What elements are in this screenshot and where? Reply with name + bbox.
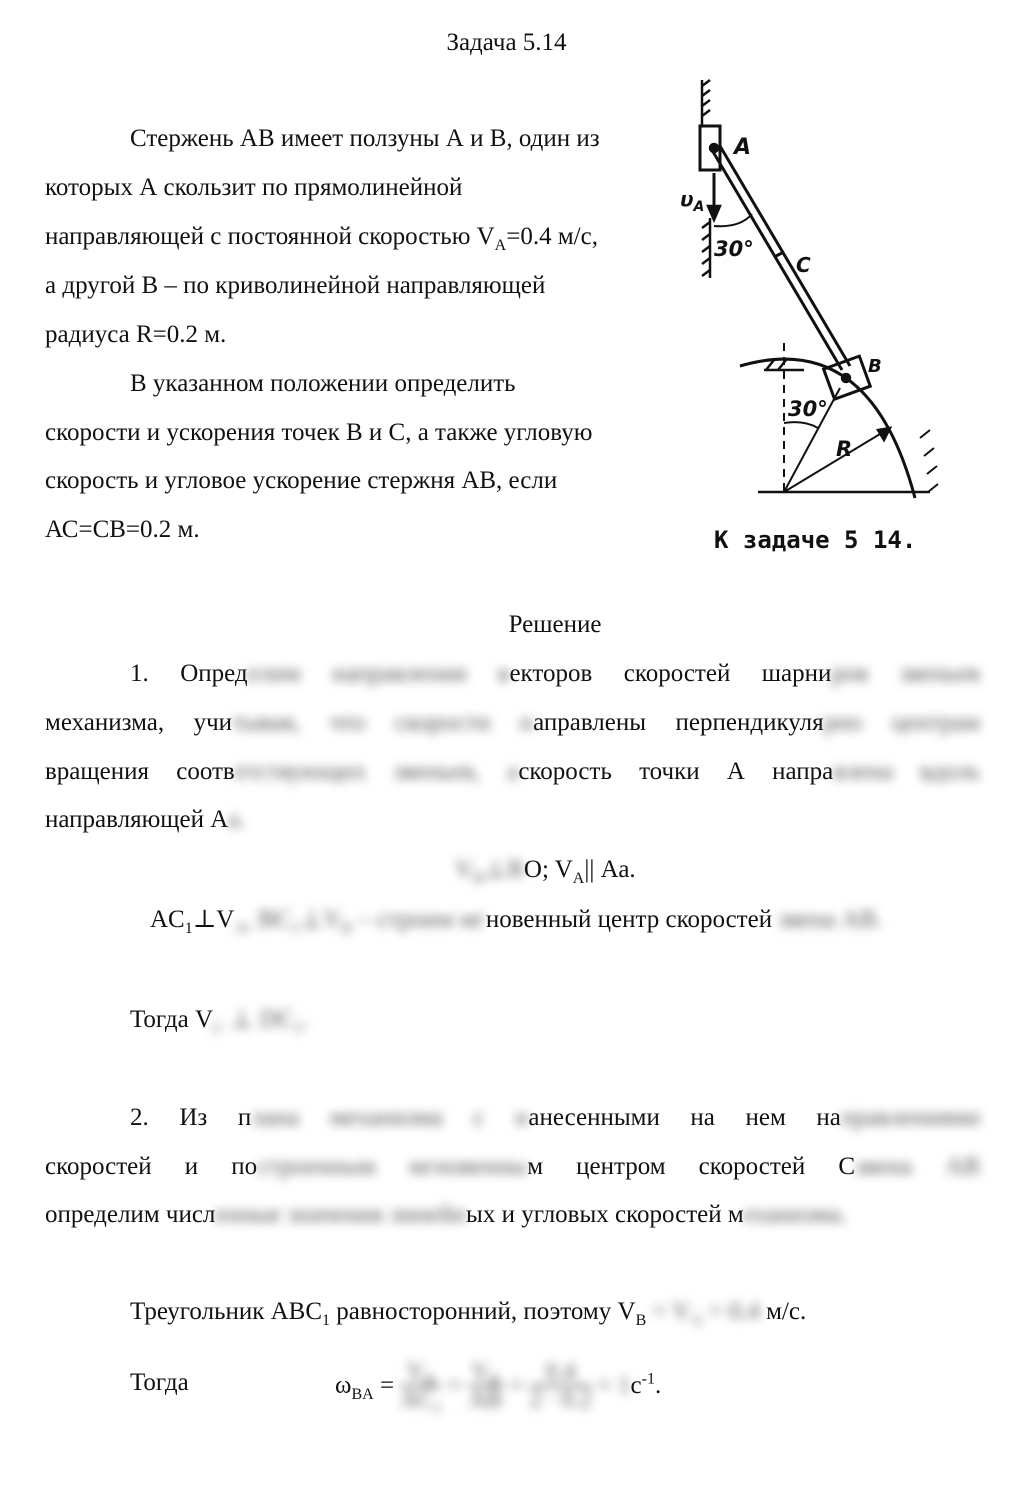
solution-p1-line-3: вращения соответствующих звеньев, аскорость точки А направлена вдоль [45, 758, 980, 785]
label-va: $\upsilon_A$ [680, 187, 705, 215]
problem-line-1: Стержень АВ имеет ползуны А и В, один из [130, 125, 600, 152]
problem-line-9: АС=СВ=0.2 м. [45, 516, 200, 543]
omega-unit: $с^{-1}$. [630, 1370, 662, 1399]
problem-line-3: направляющей с постоянной скоростью $V_A=0.4$ м/с, [45, 223, 598, 254]
label-angle-bottom: 30° [788, 397, 828, 421]
figure-caption: К задаче 5 14. [714, 526, 917, 554]
label-radius: R [836, 437, 853, 461]
problem-line-6: В указанном положении определить [130, 370, 516, 397]
solution-p2-line-1: 2. Из плана механизма с нанесенными на нем направлениями [130, 1104, 980, 1131]
solution-p1-line-1: 1. Определим направления векторов скоростей шарниров звеньев [130, 660, 980, 687]
label-angle-top: 30° [714, 237, 754, 261]
equation-instant-center: $AC_1\perp V_A$, $BC_1\perp V_B$ – строим мгновенный центр скоростей звена АВ. [150, 906, 883, 937]
solution-p2-line-3: определим численные значения линейных и угловых скоростей механизма. [45, 1201, 848, 1228]
label-b: B [868, 356, 882, 377]
problem-line-7: скорости и ускорения точек В и С, а также угловую [45, 419, 593, 446]
solution-heading: Решение [508, 611, 602, 638]
equation-angular-velocity: $\omega_{BA}$ = $\frac{V_B}{AC_1}$ = $\frac{V_B}{AB}$ = $\frac{0.4}{2 \cdot 0.2}$ = 1 $с^{-1}$. [335, 1359, 662, 1417]
solution-p1-line-2: механизма, учитывая, что скорости направлены перпендикулярно центрам [45, 709, 980, 736]
label-c: C [796, 253, 811, 277]
problem-line-5: радиуса R=0.2 м. [45, 321, 227, 348]
problem-line-2: которых А скользит по прямолинейной [45, 174, 463, 201]
mechanism-diagram [680, 78, 950, 568]
then-velocity-c: Тогда $V_C$ ⊥ $DC_1$. [130, 1006, 309, 1037]
equation-velocity-directions: $V_B\perp BO$; $V_A||$ Аа. [455, 856, 636, 887]
page-title: Задача 5.14 [446, 29, 567, 56]
solution-p1-line-4: направляющей Аа. [45, 806, 246, 833]
triangle-statement: Треугольник $АВС_1$ равносторонний, поэтому $V_B = V_A = 0.4$ м/с. [130, 1298, 807, 1329]
omega-symbol: $\omega_{BA}$ = [335, 1372, 395, 1403]
problem-line-4: а другой В – по криволинейной направляющей [45, 272, 546, 299]
solution-p2-line-2: скоростей и построенным мгновенным центром скоростей Сзвена АВ [45, 1153, 980, 1180]
problem-line-8: скорость и угловое ускорение стержня АВ, если [45, 467, 558, 494]
label-a: A [734, 135, 752, 160]
then-label: Тогда [130, 1369, 189, 1396]
